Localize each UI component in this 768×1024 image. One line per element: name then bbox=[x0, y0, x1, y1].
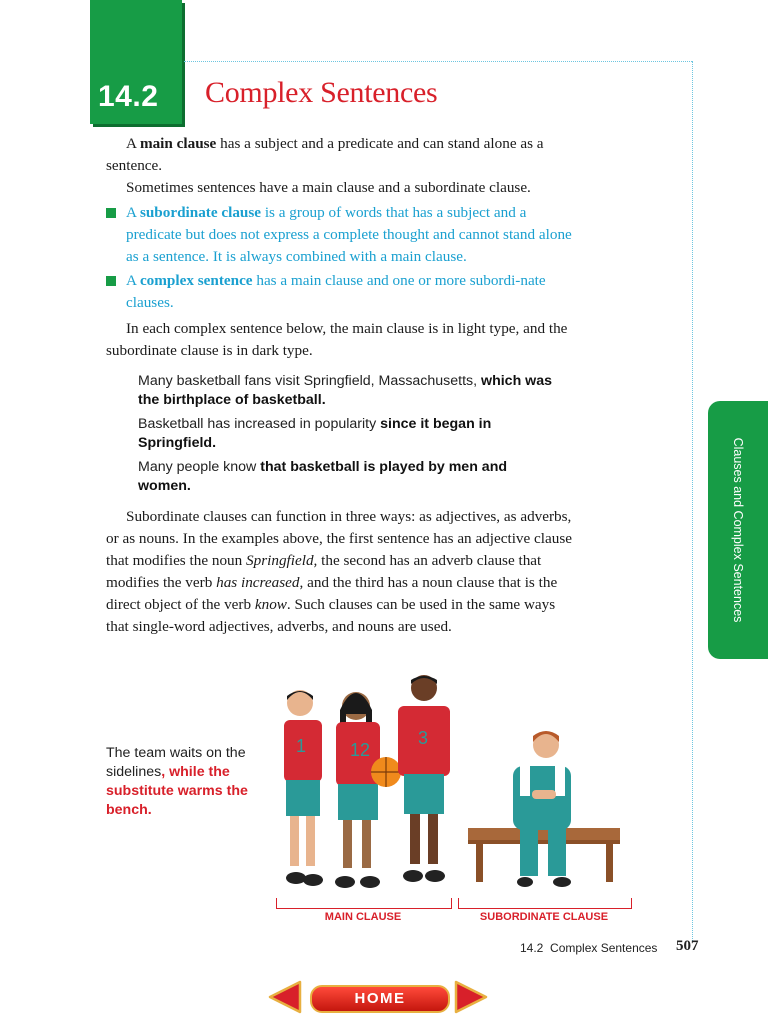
bracket-subordinate-clause bbox=[458, 898, 632, 909]
paragraph-sometimes: Sometimes sentences have a main clause and a subordinate clause. bbox=[126, 179, 531, 196]
substitute-player bbox=[513, 731, 571, 887]
label-subordinate-clause: SUBORDINATE CLAUSE bbox=[479, 911, 609, 923]
frame-border-top bbox=[184, 61, 692, 62]
home-button[interactable]: HOME bbox=[310, 985, 450, 1013]
paragraph-functions: Subordinate clauses can function in three ways: as adjectives, as adverbs, or as nouns. In the examples above, the first sentence has an adjective clause that modifies the noun Springfield, the second has an adverb clause that modifies the verb has increased, and the third has a noun clause that is the direct object of the verb know. Such clauses can be used in the same ways that single-word adjectives, adverbs, and nouns are used. bbox=[106, 508, 572, 635]
jersey-number: 12 bbox=[350, 740, 371, 760]
frame-border-right bbox=[692, 61, 693, 941]
basketball-team-illustration bbox=[270, 670, 640, 900]
player-jersey-12 bbox=[335, 692, 401, 888]
label-main-clause: MAIN CLAUSE bbox=[324, 911, 402, 923]
bench bbox=[468, 828, 620, 882]
section-title: Complex Sentences bbox=[205, 76, 438, 109]
player-jersey-3 bbox=[398, 675, 450, 882]
bullet-complex-sentence: A complex sentence has a main clause and one or more subordi-nate clauses. bbox=[104, 270, 574, 314]
next-arrow-icon[interactable] bbox=[454, 980, 488, 1014]
example-sentence: Many basketball fans visit Springfield, Massachusetts, which was the birthplace of basketball. bbox=[138, 373, 552, 408]
figure-caption: The team waits on the sidelines, while the substitute warms the bench. bbox=[106, 745, 248, 818]
bracket-main-clause bbox=[276, 898, 452, 909]
bullet-square-icon bbox=[106, 276, 116, 286]
bullet-subordinate-clause: A subordinate clause is a group of words that has a subject and a predicate but does not express a complete thought and cannot stand alone as a sentence. It is always combined with a main clause. bbox=[104, 202, 574, 268]
jersey-number: 1 bbox=[296, 736, 307, 756]
footer-section-title: 14.2 Complex Sentences bbox=[520, 941, 658, 955]
section-number: 14.2 bbox=[98, 80, 159, 113]
navigation-bar bbox=[268, 976, 488, 1018]
paragraph-main-clause: A main clause has a subject and a predicate and can stand alone as a sentence. bbox=[106, 135, 544, 174]
paragraph-light-dark: In each complex sentence below, the main clause is in light type, and the subordinate clause is in dark type. bbox=[106, 320, 568, 359]
jersey-number: 3 bbox=[418, 728, 429, 748]
side-tab-label: Clauses and Complex Sentences bbox=[731, 437, 745, 623]
example-sentence: Many people know that basketball is played by men and women. bbox=[138, 459, 508, 494]
previous-arrow-icon[interactable] bbox=[268, 980, 302, 1014]
page-number: 507 bbox=[676, 938, 699, 954]
bullet-square-icon bbox=[106, 208, 116, 218]
player-jersey-1 bbox=[284, 690, 323, 886]
example-sentence: Basketball has increased in popularity since it began in Springfield. bbox=[138, 416, 492, 451]
